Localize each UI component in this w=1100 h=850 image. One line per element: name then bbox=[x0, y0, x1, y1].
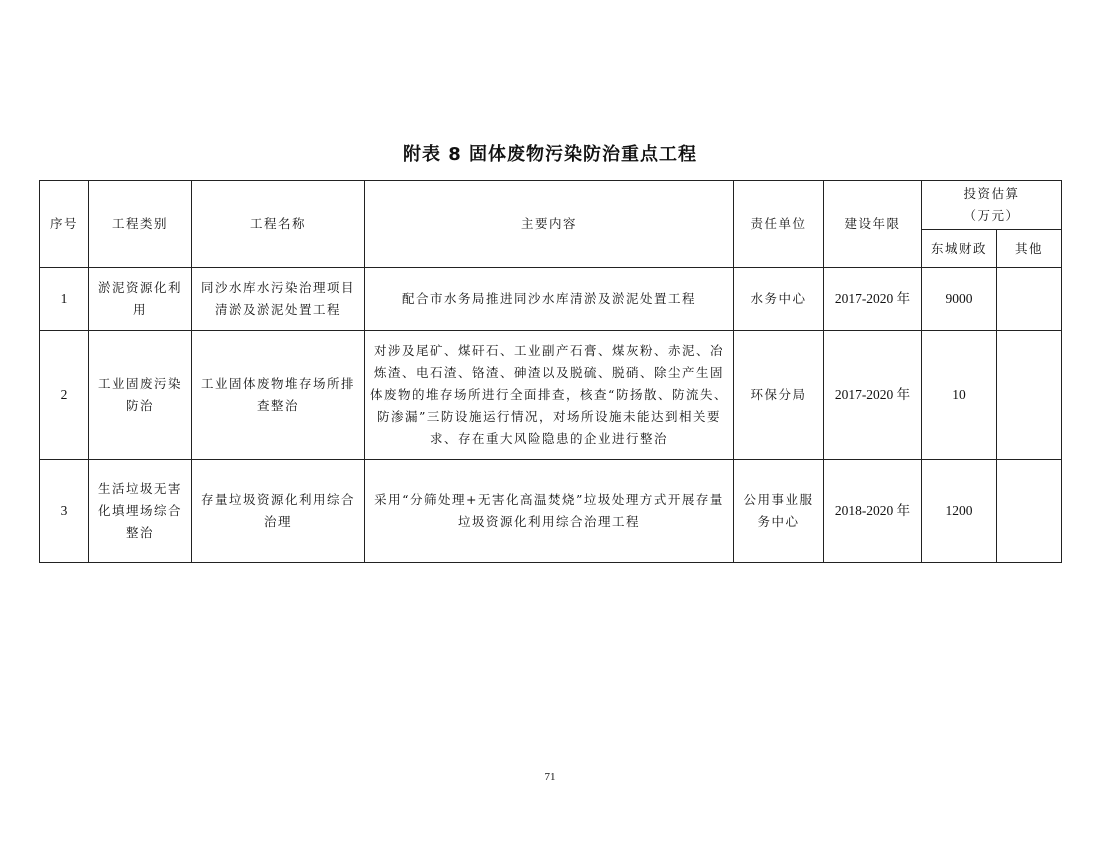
page-title: 附表 8 固体废物污染防治重点工程 bbox=[402, 144, 698, 165]
cell-name: 工业固体废物堆存场所排查整治 bbox=[192, 331, 365, 460]
header-index: 序号 bbox=[40, 181, 89, 268]
cell-index: 2 bbox=[40, 331, 89, 460]
header-row bbox=[40, 181, 1062, 230]
table-row bbox=[40, 331, 1062, 460]
cell-content: 对涉及尾矿、煤矸石、工业副产石膏、煤灰粉、赤泥、冶炼渣、电石渣、铬渣、砷渣以及脱硫、脱硝、除尘产生固体废物的堆存场所进行全面排查，核查“防扬散、防流失、防渗漏”三防设施运行情况，对场所设施未能达到相关要求、存在重大风险隐患的企业进行整治 bbox=[365, 331, 734, 460]
cell-unit: 水务中心 bbox=[734, 268, 824, 331]
cell-content: 配合市水务局推进同沙水库清淤及淤泥处置工程 bbox=[365, 268, 734, 331]
cell-unit: 公用事业服务中心 bbox=[734, 460, 824, 563]
cell-other bbox=[997, 268, 1062, 331]
cell-name: 存量垃圾资源化利用综合治理 bbox=[192, 460, 365, 563]
project-table bbox=[39, 180, 1062, 563]
header-investment-unit: （万元） bbox=[963, 208, 1020, 223]
cell-content: 采用“分筛处理+无害化高温焚烧”垃圾处理方式开展存量垃圾资源化利用综合治理工程 bbox=[365, 460, 734, 563]
cell-period: 2017-2020 年 bbox=[824, 268, 922, 331]
cell-dongcheng: 10 bbox=[922, 331, 997, 460]
cell-index: 3 bbox=[40, 460, 89, 563]
header-other: 其他 bbox=[997, 230, 1062, 268]
header-period: 建设年限 bbox=[824, 181, 922, 268]
header-name: 工程名称 bbox=[192, 181, 365, 268]
table-row bbox=[40, 460, 1062, 563]
cell-index: 1 bbox=[40, 268, 89, 331]
cell-category: 淤泥资源化利用 bbox=[89, 268, 192, 331]
header-category: 工程类别 bbox=[89, 181, 192, 268]
cell-dongcheng: 9000 bbox=[922, 268, 997, 331]
header-investment bbox=[922, 181, 1062, 230]
cell-dongcheng: 1200 bbox=[922, 460, 997, 563]
cell-category: 生活垃圾无害化填埋场综合整治 bbox=[89, 460, 192, 563]
cell-category: 工业固废污染防治 bbox=[89, 331, 192, 460]
header-unit: 责任单位 bbox=[734, 181, 824, 268]
header-content: 主要内容 bbox=[365, 181, 734, 268]
header-dongcheng: 东城财政 bbox=[922, 230, 997, 268]
cell-other bbox=[997, 460, 1062, 563]
cell-period: 2018-2020 年 bbox=[824, 460, 922, 563]
cell-other bbox=[997, 331, 1062, 460]
cell-unit: 环保分局 bbox=[734, 331, 824, 460]
cell-period: 2017-2020 年 bbox=[824, 331, 922, 460]
header-investment-label: 投资估算 bbox=[963, 186, 1020, 201]
cell-name: 同沙水库水污染治理项目清淤及淤泥处置工程 bbox=[192, 268, 365, 331]
page-number: 71 bbox=[544, 771, 556, 783]
table-row bbox=[40, 268, 1062, 331]
